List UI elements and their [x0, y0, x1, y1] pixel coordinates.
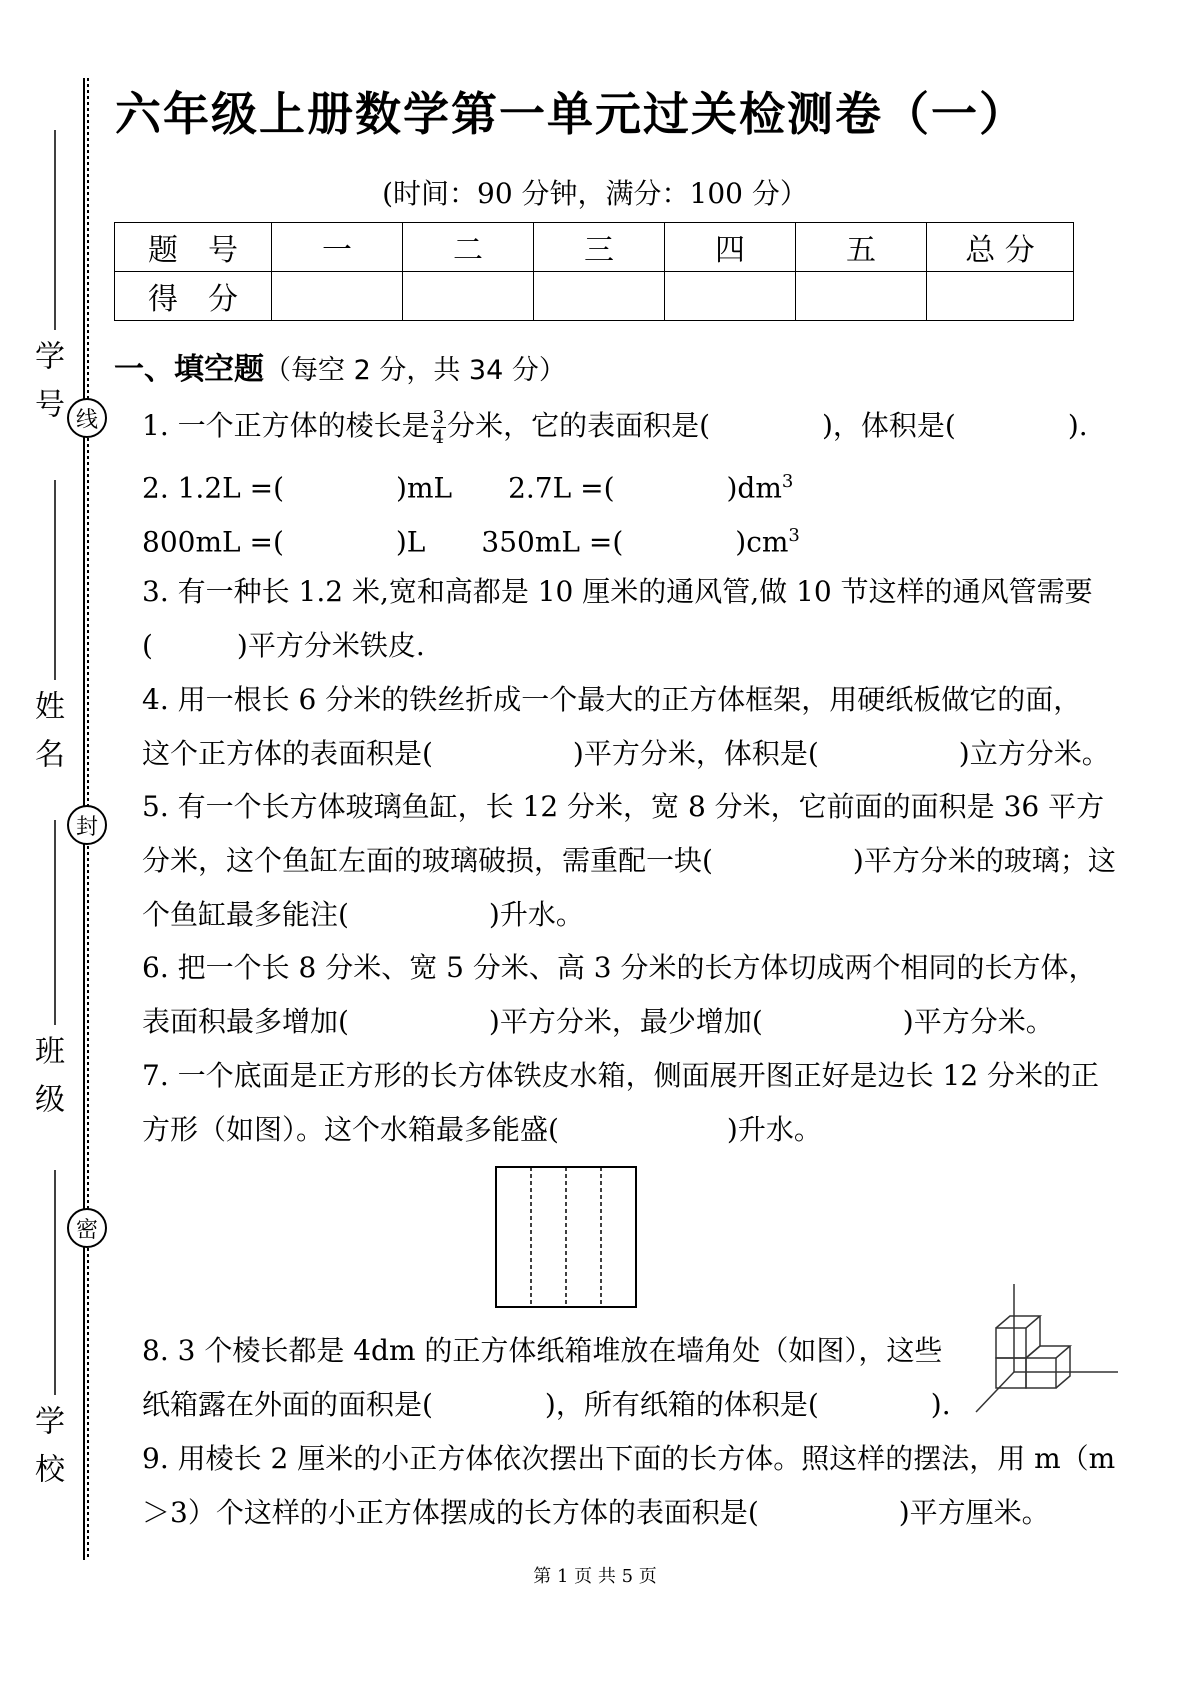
question-8-line-2: 纸箱露在外面的面积是( )，所有纸箱的体积是( ).	[142, 1388, 951, 1421]
binding-label-school: 学校	[29, 1405, 64, 1501]
question-6-line-1: 6. 把一个长 8 分米、宽 5 分米、高 3 分米的长方体切成两个相同的长方体，	[142, 951, 1097, 984]
section-title: 一、填空题	[114, 352, 264, 387]
score-cell[interactable]	[927, 272, 1074, 321]
question-text: 1. 一个正方体的棱长是	[142, 409, 430, 442]
score-header-cell: 总 分	[927, 223, 1074, 272]
question-6-line-2: 表面积最多增加( )平方分米，最少增加( )平方分米。	[142, 1005, 1054, 1038]
page-footer: 第 1 页 共 5 页	[533, 1566, 657, 1587]
fraction-denominator: 4	[432, 427, 445, 448]
score-header-cell: 题 号	[115, 223, 272, 272]
question-2-line-1	[142, 464, 793, 506]
question-4-line-2: 这个正方体的表面积是( )平方分米，体积是( )立方分米。	[142, 737, 1110, 770]
binding-label-student-id: 学号	[29, 340, 64, 436]
score-header-cell: 一	[272, 223, 403, 272]
binding-label-name: 姓名	[29, 690, 64, 786]
score-header-cell: 四	[665, 223, 796, 272]
question-9-line-2: ＞3）个这样的小正方体摆成的长方体的表面积是( )平方厘米。	[142, 1496, 1050, 1529]
question-5-line-3: 个鱼缸最多能注( )升水。	[142, 898, 584, 931]
side-unfold-figure	[494, 1165, 640, 1311]
superscript: 3	[781, 471, 794, 492]
exam-time-info: (时间：90 分钟，满分：100 分）	[382, 177, 808, 210]
page-title: 六年级上册数学第一单元过关检测卷（一）	[115, 87, 1027, 141]
fraction-numerator: 3	[432, 407, 445, 428]
score-cell[interactable]	[665, 272, 796, 321]
superscript: 3	[788, 525, 800, 546]
fraction	[431, 408, 446, 447]
question-text: 2. 1.2L =( )mL 2.7L =( )dm	[142, 471, 782, 505]
question-text: 800mL =( )L 350mL =( )cm	[142, 525, 789, 559]
score-cell[interactable]	[403, 272, 534, 321]
score-header-cell: 二	[403, 223, 534, 272]
score-cell[interactable]	[534, 272, 665, 321]
score-header-cell: 三	[534, 223, 665, 272]
score-table	[114, 222, 1074, 321]
score-cell[interactable]	[272, 272, 403, 321]
section-heading	[114, 344, 566, 388]
seal-seal: 封	[67, 805, 107, 845]
score-header-cell: 五	[796, 223, 927, 272]
question-text: 分米，它的表面积是( )，体积是( ).	[447, 409, 1088, 442]
corner-cubes-figure	[970, 1282, 1120, 1422]
question-7-line-2: 方形（如图）。这个水箱最多能盛( )升水。	[142, 1113, 822, 1146]
question-1	[142, 408, 1088, 447]
score-table-header-row	[115, 223, 1074, 272]
seal-line: 线	[67, 398, 107, 438]
section-note: （每空 2 分，共 34 分）	[264, 355, 566, 386]
score-row-label: 得 分	[115, 272, 272, 321]
question-8-line-1: 8. 3 个棱长都是 4dm 的正方体纸箱堆放在墙角处（如图），这些	[142, 1334, 943, 1367]
binding-margin	[0, 0, 110, 1682]
seal-secret: 密	[67, 1208, 107, 1248]
question-7-line-1: 7. 一个底面是正方形的长方体铁皮水箱，侧面展开图正好是边长 12 分米的正	[142, 1059, 1100, 1092]
question-2-line-2	[142, 518, 800, 560]
score-cell[interactable]	[796, 272, 927, 321]
question-3-line-1: 3. 有一种长 1.2 米,宽和高都是 10 厘米的通风管,做 10 节这样的通风管需要	[142, 575, 1093, 608]
score-table-score-row	[115, 272, 1074, 321]
question-4-line-1: 4. 用一根长 6 分米的铁丝折成一个最大的正方体框架，用硬纸板做它的面，	[142, 683, 1082, 716]
question-9-line-1: 9. 用棱长 2 厘米的小正方体依次摆出下面的长方体。照这样的摆法，用 m（m	[142, 1442, 1116, 1475]
question-5-line-1: 5. 有一个长方体玻璃鱼缸，长 12 分米，宽 8 分米，它前面的面积是 36 平方	[142, 790, 1105, 823]
question-3-line-2: ( )平方分米铁皮.	[142, 629, 425, 662]
binding-label-class: 班级	[29, 1035, 64, 1131]
question-5-line-2: 分米，这个鱼缸左面的玻璃破损，需重配一块( )平方分米的玻璃；这	[142, 844, 1116, 877]
